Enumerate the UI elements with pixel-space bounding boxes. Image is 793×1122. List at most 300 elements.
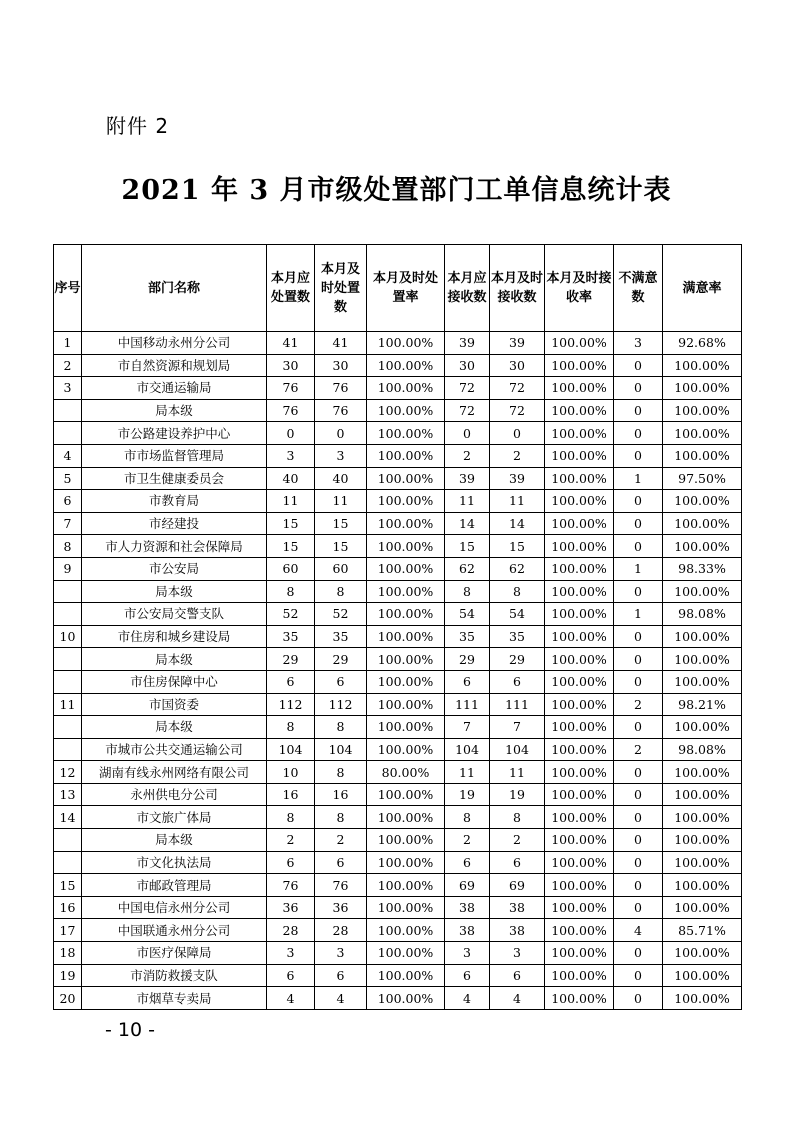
cell-timely-receive: 2	[490, 444, 545, 467]
cell-dissatisfied: 1	[614, 557, 663, 580]
cell-satisfaction-rate: 98.08%	[663, 603, 742, 626]
table-header-row	[54, 245, 742, 332]
cell-department: 中国电信永州分公司	[82, 896, 267, 919]
table-row	[54, 851, 742, 874]
cell-satisfaction-rate: 100.00%	[663, 851, 742, 874]
cell-satisfaction-rate: 100.00%	[663, 399, 742, 422]
cell-due-handle: 6	[267, 964, 315, 987]
table-row	[54, 896, 742, 919]
cell-timely-receive: 19	[490, 783, 545, 806]
cell-department: 市公安局交警支队	[82, 603, 267, 626]
table-row	[54, 738, 742, 761]
table-row	[54, 580, 742, 603]
cell-satisfaction-rate: 100.00%	[663, 964, 742, 987]
cell-department: 市教育局	[82, 490, 267, 513]
cell-department: 中国移动永州分公司	[82, 332, 267, 355]
cell-timely-handle: 8	[315, 806, 367, 829]
cell-index: 12	[54, 761, 82, 784]
cell-due-receive: 2	[445, 444, 490, 467]
cell-timely-handle: 8	[315, 580, 367, 603]
cell-timely-receive-rate: 100.00%	[545, 580, 614, 603]
cell-timely-handle-rate: 100.00%	[367, 490, 445, 513]
cell-satisfaction-rate: 100.00%	[663, 874, 742, 897]
table-row	[54, 512, 742, 535]
cell-timely-receive: 72	[490, 377, 545, 400]
cell-satisfaction-rate: 100.00%	[663, 896, 742, 919]
cell-department: 局本级	[82, 399, 267, 422]
cell-index: 14	[54, 806, 82, 829]
cell-timely-receive: 6	[490, 670, 545, 693]
cell-dissatisfied: 0	[614, 354, 663, 377]
cell-index: 2	[54, 354, 82, 377]
cell-index: 16	[54, 896, 82, 919]
cell-timely-receive-rate: 100.00%	[545, 829, 614, 852]
cell-index: 4	[54, 444, 82, 467]
cell-timely-handle-rate: 100.00%	[367, 942, 445, 965]
table-row	[54, 648, 742, 671]
cell-dissatisfied: 0	[614, 987, 663, 1010]
table-row	[54, 942, 742, 965]
cell-dissatisfied: 0	[614, 896, 663, 919]
cell-dissatisfied: 0	[614, 783, 663, 806]
cell-due-handle: 8	[267, 806, 315, 829]
cell-timely-receive: 38	[490, 896, 545, 919]
cell-satisfaction-rate: 100.00%	[663, 512, 742, 535]
cell-timely-receive: 15	[490, 535, 545, 558]
cell-timely-handle: 76	[315, 377, 367, 400]
cell-timely-receive: 8	[490, 806, 545, 829]
cell-timely-receive-rate: 100.00%	[545, 467, 614, 490]
table-row	[54, 987, 742, 1010]
cell-index: 10	[54, 625, 82, 648]
cell-satisfaction-rate: 100.00%	[663, 377, 742, 400]
cell-due-receive: 104	[445, 738, 490, 761]
cell-timely-handle: 6	[315, 670, 367, 693]
table-row	[54, 399, 742, 422]
cell-due-receive: 38	[445, 919, 490, 942]
cell-timely-handle: 36	[315, 896, 367, 919]
cell-due-receive: 8	[445, 580, 490, 603]
cell-timely-receive: 2	[490, 829, 545, 852]
cell-dissatisfied: 0	[614, 806, 663, 829]
cell-due-receive: 39	[445, 332, 490, 355]
cell-timely-handle-rate: 100.00%	[367, 603, 445, 626]
cell-due-receive: 111	[445, 693, 490, 716]
cell-due-handle: 28	[267, 919, 315, 942]
cell-due-handle: 10	[267, 761, 315, 784]
cell-timely-receive: 69	[490, 874, 545, 897]
cell-due-handle: 4	[267, 987, 315, 1010]
cell-timely-receive: 29	[490, 648, 545, 671]
header-department: 部门名称	[82, 245, 267, 332]
cell-due-receive: 15	[445, 535, 490, 558]
cell-index	[54, 829, 82, 852]
cell-timely-receive-rate: 100.00%	[545, 919, 614, 942]
statistics-table	[53, 244, 742, 1010]
cell-timely-handle: 30	[315, 354, 367, 377]
cell-satisfaction-rate: 100.00%	[663, 806, 742, 829]
cell-department: 市城市公共交通运输公司	[82, 738, 267, 761]
cell-dissatisfied: 0	[614, 670, 663, 693]
cell-dissatisfied: 0	[614, 377, 663, 400]
cell-timely-handle: 40	[315, 467, 367, 490]
table-row	[54, 490, 742, 513]
cell-due-handle: 76	[267, 377, 315, 400]
cell-due-handle: 29	[267, 648, 315, 671]
cell-satisfaction-rate: 98.08%	[663, 738, 742, 761]
cell-index	[54, 603, 82, 626]
cell-due-handle: 3	[267, 444, 315, 467]
cell-timely-receive-rate: 100.00%	[545, 716, 614, 739]
cell-timely-handle: 41	[315, 332, 367, 355]
cell-due-handle: 76	[267, 399, 315, 422]
cell-timely-handle-rate: 80.00%	[367, 761, 445, 784]
cell-due-receive: 54	[445, 603, 490, 626]
table-row	[54, 783, 742, 806]
table-row	[54, 332, 742, 355]
cell-dissatisfied: 0	[614, 512, 663, 535]
cell-due-handle: 15	[267, 535, 315, 558]
cell-due-receive: 19	[445, 783, 490, 806]
cell-timely-receive-rate: 100.00%	[545, 422, 614, 445]
cell-due-receive: 30	[445, 354, 490, 377]
cell-timely-handle-rate: 100.00%	[367, 919, 445, 942]
table-row	[54, 557, 742, 580]
cell-index: 3	[54, 377, 82, 400]
cell-due-handle: 41	[267, 332, 315, 355]
cell-due-receive: 72	[445, 399, 490, 422]
header-timely-receive-rate: 本月及时接收率	[545, 245, 614, 332]
cell-timely-receive: 4	[490, 987, 545, 1010]
cell-timely-receive: 30	[490, 354, 545, 377]
cell-satisfaction-rate: 100.00%	[663, 987, 742, 1010]
cell-timely-receive-rate: 100.00%	[545, 896, 614, 919]
table-row	[54, 467, 742, 490]
cell-dissatisfied: 0	[614, 535, 663, 558]
cell-index	[54, 648, 82, 671]
cell-timely-receive: 14	[490, 512, 545, 535]
table-row	[54, 377, 742, 400]
cell-dissatisfied: 0	[614, 648, 663, 671]
cell-department: 市住房保障中心	[82, 670, 267, 693]
cell-department: 局本级	[82, 716, 267, 739]
cell-due-handle: 16	[267, 783, 315, 806]
cell-index: 19	[54, 964, 82, 987]
cell-timely-receive-rate: 100.00%	[545, 874, 614, 897]
cell-satisfaction-rate: 85.71%	[663, 919, 742, 942]
cell-due-handle: 3	[267, 942, 315, 965]
cell-department: 市公路建设养护中心	[82, 422, 267, 445]
cell-timely-receive-rate: 100.00%	[545, 535, 614, 558]
cell-timely-handle: 11	[315, 490, 367, 513]
cell-dissatisfied: 0	[614, 490, 663, 513]
cell-timely-handle: 3	[315, 444, 367, 467]
cell-index: 13	[54, 783, 82, 806]
cell-dissatisfied: 0	[614, 716, 663, 739]
table-row	[54, 829, 742, 852]
cell-due-handle: 2	[267, 829, 315, 852]
cell-timely-receive-rate: 100.00%	[545, 332, 614, 355]
cell-timely-handle: 4	[315, 987, 367, 1010]
cell-timely-receive: 11	[490, 761, 545, 784]
cell-timely-receive-rate: 100.00%	[545, 354, 614, 377]
cell-timely-handle-rate: 100.00%	[367, 829, 445, 852]
cell-department: 永州供电分公司	[82, 783, 267, 806]
cell-due-receive: 35	[445, 625, 490, 648]
cell-department: 局本级	[82, 648, 267, 671]
cell-timely-receive: 38	[490, 919, 545, 942]
table-row	[54, 693, 742, 716]
cell-dissatisfied: 0	[614, 942, 663, 965]
cell-index: 8	[54, 535, 82, 558]
cell-timely-receive-rate: 100.00%	[545, 603, 614, 626]
cell-timely-receive: 0	[490, 422, 545, 445]
cell-timely-handle-rate: 100.00%	[367, 377, 445, 400]
cell-department: 市消防救援支队	[82, 964, 267, 987]
cell-satisfaction-rate: 98.33%	[663, 557, 742, 580]
cell-timely-receive: 104	[490, 738, 545, 761]
cell-index	[54, 670, 82, 693]
cell-department: 市国资委	[82, 693, 267, 716]
cell-due-handle: 0	[267, 422, 315, 445]
cell-due-receive: 11	[445, 761, 490, 784]
cell-department: 局本级	[82, 580, 267, 603]
cell-timely-receive: 6	[490, 851, 545, 874]
cell-satisfaction-rate: 100.00%	[663, 716, 742, 739]
cell-dissatisfied: 0	[614, 964, 663, 987]
cell-timely-handle-rate: 100.00%	[367, 399, 445, 422]
cell-dissatisfied: 1	[614, 467, 663, 490]
cell-satisfaction-rate: 100.00%	[663, 422, 742, 445]
cell-timely-receive-rate: 100.00%	[545, 648, 614, 671]
cell-satisfaction-rate: 100.00%	[663, 354, 742, 377]
cell-timely-handle-rate: 100.00%	[367, 806, 445, 829]
cell-index: 1	[54, 332, 82, 355]
cell-satisfaction-rate: 100.00%	[663, 444, 742, 467]
table-row	[54, 625, 742, 648]
cell-due-handle: 76	[267, 874, 315, 897]
cell-timely-handle-rate: 100.00%	[367, 512, 445, 535]
cell-satisfaction-rate: 100.00%	[663, 829, 742, 852]
header-timely-handle: 本月及时处置数	[315, 245, 367, 332]
cell-due-receive: 39	[445, 467, 490, 490]
cell-satisfaction-rate: 100.00%	[663, 670, 742, 693]
cell-timely-receive-rate: 100.00%	[545, 377, 614, 400]
cell-satisfaction-rate: 100.00%	[663, 625, 742, 648]
cell-due-handle: 8	[267, 580, 315, 603]
page-title: 2021 年 3 月市级处置部门工单信息统计表	[121, 175, 672, 206]
cell-timely-handle-rate: 100.00%	[367, 670, 445, 693]
cell-timely-receive: 11	[490, 490, 545, 513]
cell-timely-receive-rate: 100.00%	[545, 399, 614, 422]
cell-satisfaction-rate: 100.00%	[663, 761, 742, 784]
table-row	[54, 919, 742, 942]
cell-timely-handle: 8	[315, 716, 367, 739]
cell-timely-receive-rate: 100.00%	[545, 851, 614, 874]
cell-timely-receive-rate: 100.00%	[545, 942, 614, 965]
attachment-label: 附件 2	[106, 114, 170, 138]
cell-timely-handle: 15	[315, 535, 367, 558]
cell-due-handle: 6	[267, 670, 315, 693]
cell-timely-handle: 112	[315, 693, 367, 716]
cell-timely-receive-rate: 100.00%	[545, 806, 614, 829]
cell-index: 9	[54, 557, 82, 580]
cell-satisfaction-rate: 100.00%	[663, 783, 742, 806]
cell-timely-handle-rate: 100.00%	[367, 580, 445, 603]
cell-department: 市市场监督管理局	[82, 444, 267, 467]
cell-department: 市卫生健康委员会	[82, 467, 267, 490]
cell-timely-handle: 16	[315, 783, 367, 806]
page-number: - 10 -	[105, 1019, 155, 1041]
cell-timely-handle: 3	[315, 942, 367, 965]
cell-timely-handle: 2	[315, 829, 367, 852]
cell-timely-handle: 15	[315, 512, 367, 535]
cell-due-receive: 4	[445, 987, 490, 1010]
cell-index: 11	[54, 693, 82, 716]
table-row	[54, 761, 742, 784]
cell-due-handle: 35	[267, 625, 315, 648]
cell-due-receive: 11	[445, 490, 490, 513]
cell-timely-handle: 76	[315, 399, 367, 422]
cell-timely-handle-rate: 100.00%	[367, 851, 445, 874]
cell-timely-receive-rate: 100.00%	[545, 490, 614, 513]
cell-dissatisfied: 0	[614, 580, 663, 603]
cell-timely-handle-rate: 100.00%	[367, 874, 445, 897]
cell-due-handle: 36	[267, 896, 315, 919]
cell-timely-handle-rate: 100.00%	[367, 896, 445, 919]
cell-due-receive: 72	[445, 377, 490, 400]
cell-index: 7	[54, 512, 82, 535]
cell-satisfaction-rate: 100.00%	[663, 942, 742, 965]
cell-timely-handle-rate: 100.00%	[367, 625, 445, 648]
table-row	[54, 535, 742, 558]
cell-department: 市自然资源和规划局	[82, 354, 267, 377]
cell-due-handle: 112	[267, 693, 315, 716]
cell-dissatisfied: 4	[614, 919, 663, 942]
table-row	[54, 444, 742, 467]
cell-timely-handle: 6	[315, 851, 367, 874]
cell-due-handle: 30	[267, 354, 315, 377]
cell-timely-receive: 8	[490, 580, 545, 603]
cell-index: 15	[54, 874, 82, 897]
cell-index	[54, 399, 82, 422]
cell-timely-receive-rate: 100.00%	[545, 783, 614, 806]
cell-index	[54, 422, 82, 445]
cell-department: 市住房和城乡建设局	[82, 625, 267, 648]
cell-timely-handle: 0	[315, 422, 367, 445]
cell-timely-handle-rate: 100.00%	[367, 444, 445, 467]
cell-timely-handle-rate: 100.00%	[367, 422, 445, 445]
cell-timely-receive: 39	[490, 467, 545, 490]
cell-due-receive: 6	[445, 851, 490, 874]
cell-index	[54, 716, 82, 739]
cell-due-receive: 29	[445, 648, 490, 671]
header-timely-receive: 本月及时接收数	[490, 245, 545, 332]
cell-dissatisfied: 0	[614, 444, 663, 467]
cell-timely-receive-rate: 100.00%	[545, 964, 614, 987]
cell-timely-receive-rate: 100.00%	[545, 625, 614, 648]
cell-dissatisfied: 2	[614, 738, 663, 761]
cell-index: 17	[54, 919, 82, 942]
cell-satisfaction-rate: 100.00%	[663, 490, 742, 513]
cell-department: 湖南有线永州网络有限公司	[82, 761, 267, 784]
cell-timely-receive-rate: 100.00%	[545, 557, 614, 580]
cell-timely-receive: 6	[490, 964, 545, 987]
cell-dissatisfied: 0	[614, 874, 663, 897]
cell-due-handle: 15	[267, 512, 315, 535]
cell-timely-handle: 52	[315, 603, 367, 626]
cell-timely-receive: 35	[490, 625, 545, 648]
cell-timely-handle-rate: 100.00%	[367, 535, 445, 558]
cell-timely-handle: 76	[315, 874, 367, 897]
cell-timely-receive: 7	[490, 716, 545, 739]
cell-due-handle: 60	[267, 557, 315, 580]
cell-due-handle: 104	[267, 738, 315, 761]
cell-due-receive: 38	[445, 896, 490, 919]
cell-department: 市文旅广体局	[82, 806, 267, 829]
table-row	[54, 603, 742, 626]
cell-timely-handle-rate: 100.00%	[367, 738, 445, 761]
cell-satisfaction-rate: 92.68%	[663, 332, 742, 355]
cell-index	[54, 851, 82, 874]
cell-satisfaction-rate: 100.00%	[663, 648, 742, 671]
cell-timely-handle-rate: 100.00%	[367, 354, 445, 377]
cell-due-receive: 69	[445, 874, 490, 897]
table-row	[54, 716, 742, 739]
cell-timely-receive-rate: 100.00%	[545, 761, 614, 784]
cell-department: 市交通运输局	[82, 377, 267, 400]
table-row	[54, 670, 742, 693]
table-row	[54, 422, 742, 445]
cell-department: 市医疗保障局	[82, 942, 267, 965]
cell-index	[54, 580, 82, 603]
cell-department: 市经建投	[82, 512, 267, 535]
cell-dissatisfied: 3	[614, 332, 663, 355]
cell-timely-handle: 28	[315, 919, 367, 942]
cell-dissatisfied: 2	[614, 693, 663, 716]
cell-due-receive: 14	[445, 512, 490, 535]
cell-index: 5	[54, 467, 82, 490]
cell-timely-handle: 6	[315, 964, 367, 987]
cell-due-receive: 6	[445, 964, 490, 987]
cell-dissatisfied: 0	[614, 829, 663, 852]
cell-due-receive: 6	[445, 670, 490, 693]
cell-timely-handle-rate: 100.00%	[367, 557, 445, 580]
cell-timely-handle: 29	[315, 648, 367, 671]
header-dissatisfied: 不满意数	[614, 245, 663, 332]
cell-timely-handle: 8	[315, 761, 367, 784]
cell-timely-handle-rate: 100.00%	[367, 783, 445, 806]
cell-timely-handle-rate: 100.00%	[367, 716, 445, 739]
cell-timely-receive: 72	[490, 399, 545, 422]
cell-timely-handle-rate: 100.00%	[367, 467, 445, 490]
cell-due-handle: 8	[267, 716, 315, 739]
cell-due-receive: 2	[445, 829, 490, 852]
header-due-handle: 本月应处置数	[267, 245, 315, 332]
cell-timely-receive-rate: 100.00%	[545, 738, 614, 761]
cell-timely-receive: 3	[490, 942, 545, 965]
cell-timely-receive-rate: 100.00%	[545, 444, 614, 467]
header-due-receive: 本月应接收数	[445, 245, 490, 332]
header-timely-handle-rate: 本月及时处置率	[367, 245, 445, 332]
cell-index: 20	[54, 987, 82, 1010]
cell-due-receive: 0	[445, 422, 490, 445]
cell-department: 局本级	[82, 829, 267, 852]
header-satisfaction-rate: 满意率	[663, 245, 742, 332]
cell-due-receive: 7	[445, 716, 490, 739]
cell-timely-handle: 60	[315, 557, 367, 580]
cell-dissatisfied: 0	[614, 399, 663, 422]
